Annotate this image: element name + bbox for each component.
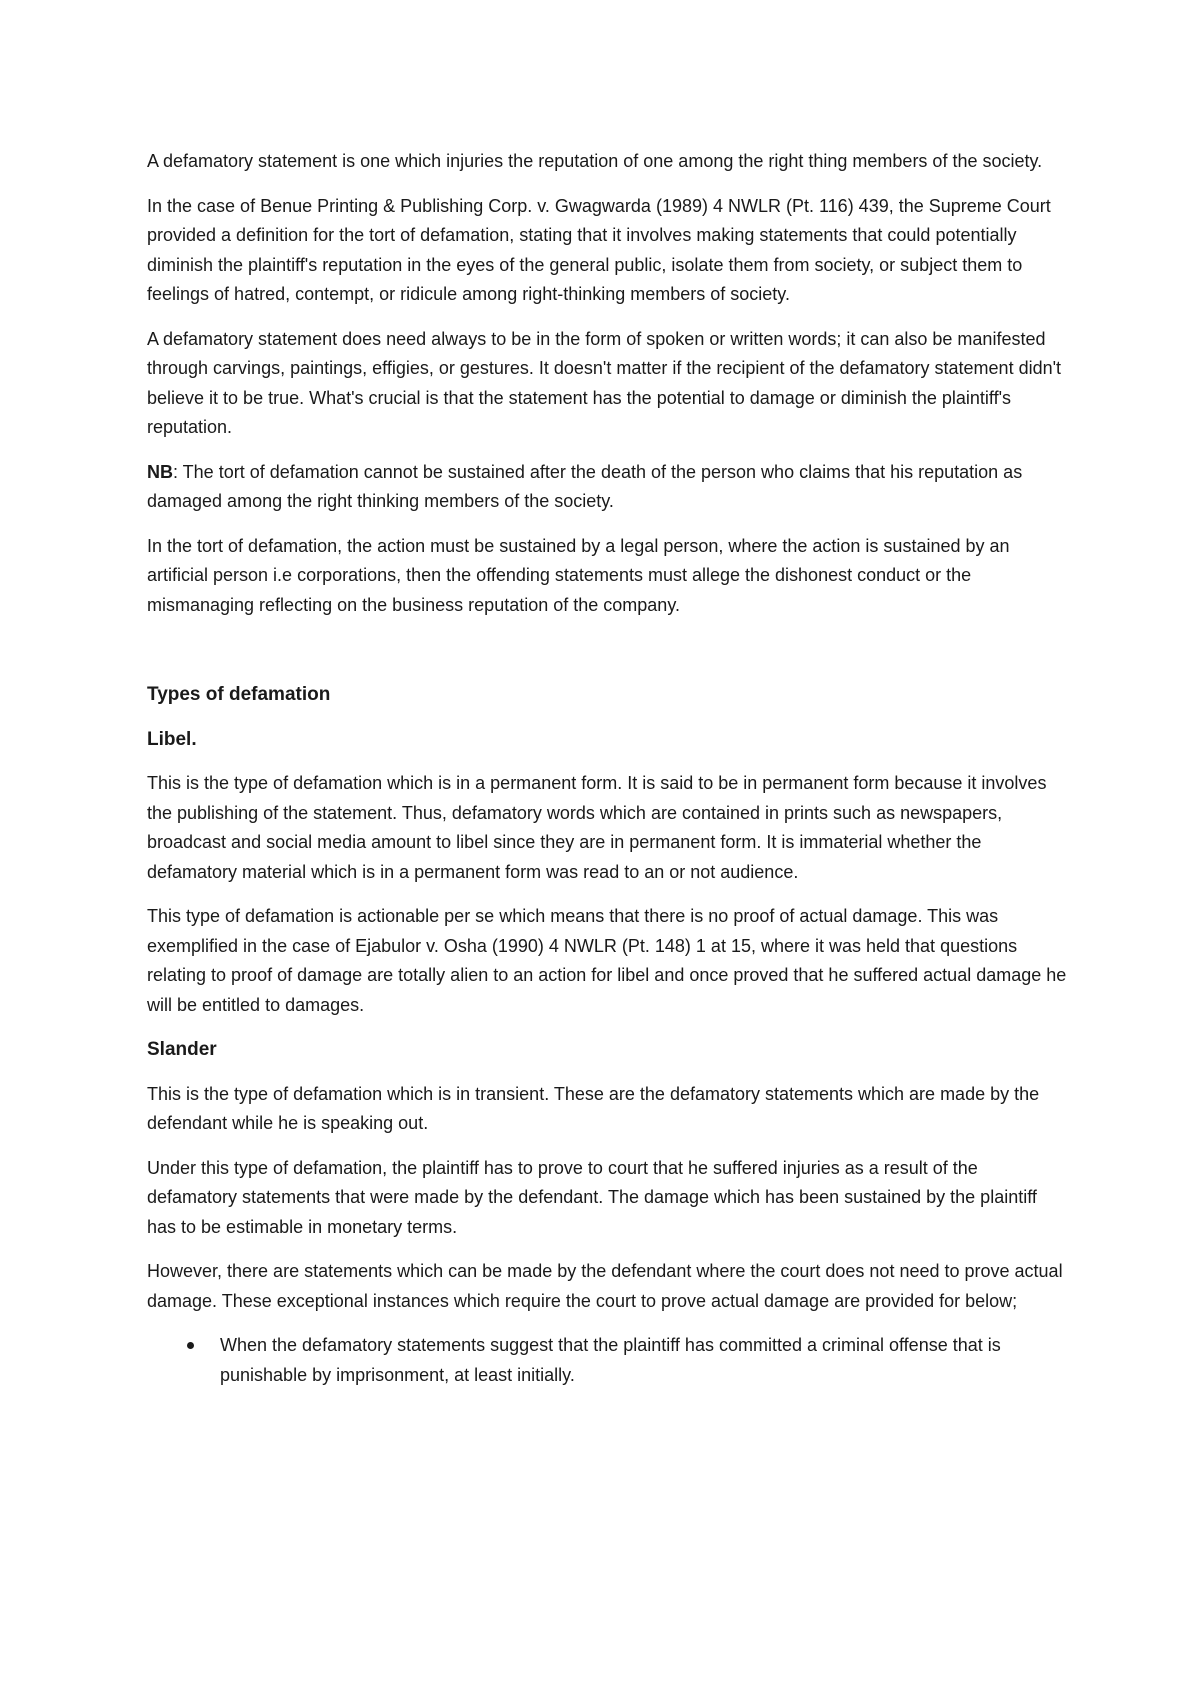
document-body <box>147 147 1067 1390</box>
bullet-icon <box>187 1342 194 1349</box>
list-item <box>147 1331 1067 1390</box>
slander-paragraph-1: This is the type of defamation which is in transient. These are the defamatory statements which are made by the defendant while he is speaking out. <box>147 1083 1040 1133</box>
bullet-text: When the defamatory statements suggest that the plaintiff has committed a criminal offense that is punishable by imprisonment, at least initially. <box>220 1335 1001 1385</box>
slander-paragraph-3: However, there are statements which can be made by the defendant where the court does not need to prove actual damage. These exceptional instances which require the court to prove actual damage are provided for below; <box>147 1261 1063 1311</box>
libel-paragraph-2: This type of defamation is actionable per se which means that there is no proof of actual damage. This was exemplified in the case of Ejabulor v. Osha (1990) 4 NWLR (Pt. 148) 1 at 15, where it was held that questions relating to proof of damage are totally alien to an action for libel and once proved that he suffered actual damage he will be entitled to damages. <box>147 906 1067 1015</box>
nb-paragraph <box>147 458 1067 517</box>
types-heading: Types of defamation <box>147 684 331 705</box>
slander-bullet-list <box>147 1331 1067 1390</box>
intro-paragraph-5: In the tort of defamation, the action must be sustained by a legal person, where the action is sustained by an artificial person i.e corporations, then the offending statements must allege the dishonest conduct or the mismanaging reflecting on the business reputation of the company. <box>147 535 1010 615</box>
nb-label: NB <box>147 461 173 482</box>
nb-text: : The tort of defamation cannot be sustained after the death of the person who claims that his reputation as damaged among the right thinking members of the society. <box>147 461 1023 511</box>
intro-paragraph-3: A defamatory statement does need always to be in the form of spoken or written words; it can also be manifested through carvings, paintings, effigies, or gestures. It doesn't matter if the recipient of the defamatory statement didn't believe it to be true. What's crucial is that the statement has the potential to damage or diminish the plaintiff's reputation. <box>147 328 1062 437</box>
intro-paragraph-1: A defamatory statement is one which injuries the reputation of one among the right thing members of the society. <box>147 151 1043 171</box>
intro-paragraph-2: In the case of Benue Printing & Publishing Corp. v. Gwagwarda (1989) 4 NWLR (Pt. 116) 439, the Supreme Court provided a definition for the tort of defamation, stating that it involves making statements that could potentially diminish the plaintiff's reputation in the eyes of the general public, isolate them from society, or subject them to feelings of hatred, contempt, or ridicule among right-thinking members of society. <box>147 195 1051 304</box>
libel-paragraph-1: This is the type of defamation which is in a permanent form. It is said to be in permanent form because it involves the publishing of the statement. Thus, defamatory words which are contained in prints such as newspapers, broadcast and social media amount to libel since they are in permanent form. It is immaterial whether the defamatory material which is in a permanent form was read to an or not audience. <box>147 773 1047 882</box>
slander-heading: Slander <box>147 1039 217 1060</box>
libel-heading: Libel. <box>147 728 197 750</box>
slander-paragraph-2: Under this type of defamation, the plaintiff has to prove to court that he suffered injuries as a result of the defamatory statements that were made by the defendant. The damage which has been sustained by the plaintiff has to be estimable in monetary terms. <box>147 1157 1037 1237</box>
